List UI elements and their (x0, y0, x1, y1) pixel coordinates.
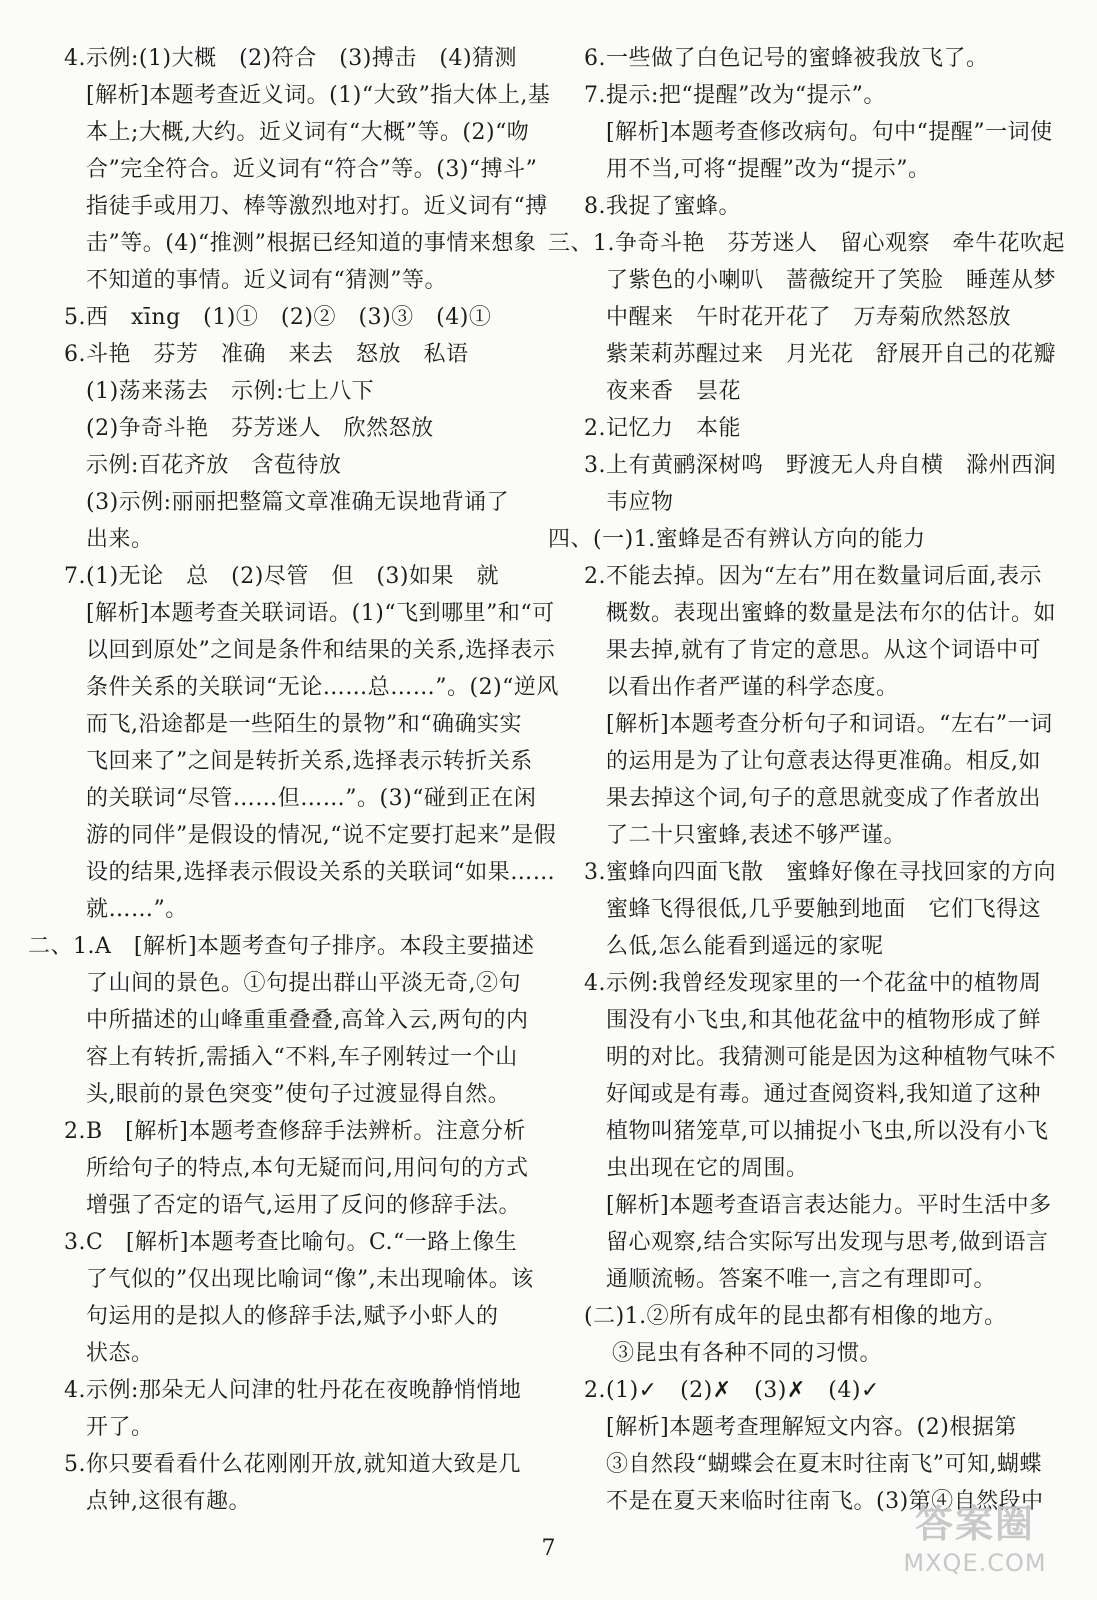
answer-line: 三、1.争奇斗艳 芬芳迷人 留心观察 牵牛花吹起 (548, 231, 1065, 256)
answer-line: 开了。 (86, 1415, 154, 1440)
answer-line: 容上有转折,需插入“不料,车子刚转过一个山 (86, 1045, 518, 1070)
answer-line: 而飞,沿途都是一些陌生的景物”和“确确实实 (86, 712, 522, 737)
answer-line: 6.一些做了白色记号的蜜蜂被我放飞了。 (584, 46, 989, 71)
answer-line: 示例:百花齐放 含苞待放 (86, 453, 342, 478)
answer-line: 的运用是为了让句意表达得更准确。相反,如 (606, 749, 1041, 774)
answer-line: 二、1.A [解析]本题考查句子排序。本段主要描述 (28, 934, 535, 959)
answer-line: 4.示例:我曾经发现家里的一个花盆中的植物周 (584, 971, 1042, 996)
answer-line: 概数。表现出蜜蜂的数量是法布尔的估计。如 (606, 601, 1057, 626)
answer-line: 5.你只要看看什么花刚刚开放,就知道大致是几 (64, 1452, 521, 1477)
answer-line: 中醒来 午时花开花了 万寿菊欣然怒放 (606, 305, 1012, 330)
answer-line: 四、(一)1.蜜蜂是否有辨认方向的能力 (548, 527, 926, 552)
answer-line: 通顺流畅。答案不唯一,言之有理即可。 (606, 1267, 996, 1292)
answer-line: (二)1.②所有成年的昆虫都有相像的地方。 (584, 1304, 1007, 1329)
answer-line: 虫出现在它的周围。 (606, 1156, 809, 1181)
answer-line: 2.记忆力 本能 (584, 416, 741, 441)
answer-line: ③自然段“蝴蝶会在夏末时往南飞”可知,蝴蝶 (606, 1452, 1042, 1477)
right-column (548, 40, 1065, 1520)
answer-line: 以回到原处”之间是条件和结果的关系,选择表示 (86, 638, 556, 663)
answer-line: 出来。 (86, 527, 154, 552)
answer-line: 5.西 xīng (1)① (2)② (3)③ (4)① (64, 305, 492, 330)
answer-line: 中所描述的山峰重重叠叠,高耸入云,两句的内 (86, 1008, 529, 1033)
answer-line: 果去掉这个词,句子的意思就变成了作者放出 (606, 786, 1041, 811)
answer-line: 7.提示:把“提醒”改为“提示”。 (584, 83, 886, 108)
answer-line: [解析]本题考查理解短文内容。(2)根据第 (606, 1415, 1017, 1440)
answer-line: 了紫色的小喇叭 蔷薇绽开了笑脸 睡莲从梦 (606, 268, 1057, 293)
answer-line: 7.(1)无论 总 (2)尽管 但 (3)如果 就 (64, 564, 499, 589)
answer-line: 4.示例:那朵无人问津的牡丹花在夜晚静悄悄地 (64, 1378, 522, 1403)
answer-line: 好闻或是有毒。通过查阅资料,我知道了这种 (606, 1082, 1041, 1107)
answer-line: 合”完全符合。近义词有“符合”等。(3)“搏斗” (86, 157, 538, 182)
answer-line: 夜来香 昙花 (606, 379, 742, 404)
answer-line: 的关联词“尽管……但……”。(3)“碰到正在闲 (86, 786, 537, 811)
answer-line: 状态。 (86, 1341, 154, 1366)
watermark-logo: 答案圈 (914, 1501, 1035, 1546)
answer-line: [解析]本题考查关联词语。(1)“飞到哪里”和“可 (86, 601, 555, 626)
answer-line: 植物叫猪笼草,可以捕捉小飞虫,所以没有小飞 (606, 1119, 1049, 1144)
answer-line: 指徒手或用刀、棒等激烈地对打。近义词有“搏 (86, 194, 548, 219)
answer-line: 头,眼前的景色突变”使句子过渡显得自然。 (86, 1082, 511, 1107)
answer-line: (2)争奇斗艳 芬芳迷人 欣然怒放 (86, 416, 434, 441)
answer-line: 击”等。(4)“推测”根据已经知道的事情来想象 (86, 231, 537, 256)
answer-line: 2.B [解析]本题考查修辞手法辨析。注意分析 (64, 1119, 526, 1144)
answer-line: 点钟,这很有趣。 (86, 1489, 251, 1514)
answer-line: 了山间的景色。①句提出群山平淡无奇,②句 (86, 971, 521, 996)
page-number: 7 (541, 1536, 556, 1561)
answer-line: 8.我捉了蜜蜂。 (584, 194, 741, 219)
watermark (880, 1500, 1070, 1590)
answer-line: 增强了否定的语气,运用了反问的修辞手法。 (86, 1193, 521, 1218)
answer-line: [解析]本题考查语言表达能力。平时生活中多 (606, 1193, 1052, 1218)
answer-line: 明的对比。我猜测可能是因为这种植物气味不 (606, 1045, 1057, 1070)
answer-line: 么低,怎么能看到遥远的家呢 (606, 934, 884, 959)
answer-line: 韦应物 (606, 490, 674, 515)
answer-line: [解析]本题考查分析句子和词语。“左右”一词 (606, 712, 1053, 737)
left-column (28, 40, 559, 1520)
answer-line: [解析]本题考查近义词。(1)“大致”指大体上,基 (86, 83, 551, 108)
answer-line: 紫茉莉苏醒过来 月光花 舒展开自己的花瓣 (606, 342, 1057, 367)
answer-line: 条件关系的关联词“无论……总……”。(2)“逆风 (86, 675, 559, 700)
answer-line: 蜜蜂飞得很低,几乎要触到地面 它们飞得这 (606, 897, 1041, 922)
watermark-url: MXQE.COM (903, 1549, 1047, 1577)
answer-line: (3)示例:丽丽把整篇文章准确无误地背诵了 (86, 490, 510, 515)
answer-line: 3.C [解析]本题考查比喻句。C.“一路上像生 (64, 1230, 518, 1255)
answer-line: 6.斗艳 芬芳 准确 来去 怒放 私语 (64, 342, 469, 367)
answer-line: 所给句子的特点,本句无疑而问,用问句的方式 (86, 1156, 529, 1181)
answer-line: 本上;大概,大约。近义词有“大概”等。(2)“吻 (86, 120, 530, 145)
answer-line: 围没有小飞虫,和其他花盆中的植物形成了鲜 (606, 1008, 1041, 1033)
answer-line: 果去掉,就有了肯定的意思。从这个词语中可 (606, 638, 1041, 663)
answer-line: 飞回来了”之间是转折关系,选择表示转折关系 (86, 749, 533, 774)
answer-line: 游的同伴”是假设的情况,“说不定要打起来”是假 (86, 823, 557, 848)
answer-line: 了二十只蜜蜂,表述不够严谨。 (606, 823, 906, 848)
answer-line: 不知道的事情。近义词有“猜测”等。 (86, 268, 447, 293)
answer-line: 不是在夏天来临时往南飞。(3)第④自然段中 (606, 1489, 1044, 1514)
answer-line: 用不当,可将“提醒”改为“提示”。 (606, 157, 931, 182)
answer-line: 4.示例:(1)大概 (2)符合 (3)搏击 (4)猜测 (64, 46, 518, 71)
answer-line: 留心观察,结合实际写出发现与思考,做到语言 (606, 1230, 1049, 1255)
answer-line: 2.不能去掉。因为“左右”用在数量词后面,表示 (584, 564, 1042, 589)
answer-line: 设的结果,选择表示假设关系的关联词“如果…… (86, 860, 556, 885)
answer-line: 3.上有黄鹂深树鸣 野渡无人舟自横 滁州西涧 (584, 453, 1056, 478)
answer-line: 句运用的是拟人的修辞手法,赋予小虾人的 (86, 1304, 499, 1329)
answer-line: 了气似的”仅出现比喻词“像”,未出现喻体。该 (86, 1267, 534, 1292)
answer-line: (1)荡来荡去 示例:七上八下 (86, 379, 375, 404)
answer-line: [解析]本题考查修改病句。句中“提醒”一词使 (606, 120, 1053, 145)
answer-line: 以看出作者严谨的科学态度。 (606, 675, 899, 700)
answer-line: ③昆虫有各种不同的习惯。 (612, 1341, 883, 1366)
answer-line: 就……”。 (86, 897, 188, 922)
answer-line: 2.(1)✓ (2)✗ (3)✗ (4)✓ (584, 1378, 880, 1403)
answer-line: 3.蜜蜂向四面飞散 蜜蜂好像在寻找回家的方向 (584, 860, 1056, 885)
